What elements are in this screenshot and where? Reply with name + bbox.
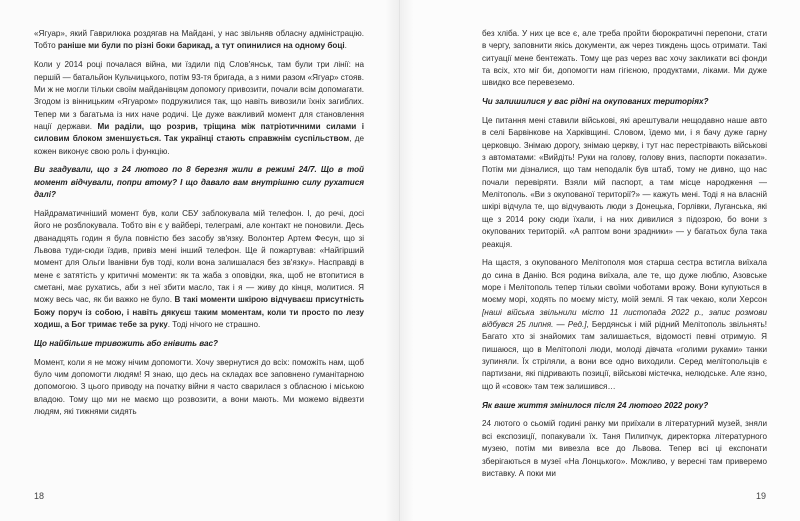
page-number: 19 <box>756 491 767 501</box>
right-page-text <box>482 28 767 487</box>
paragraph <box>34 28 364 53</box>
gutter-shadow <box>400 0 414 521</box>
paragraph: Момент, коли я не можу нічим допомогти. Хочу звернутися до всіх: поможіть нам, щоб було чим допомогти людям! Я знаю, що десь на складах все заповнено гуманітарною допомогою. З цього приводу на початку війни я часто сварилася з обласною і міською владою. Тому що ми не маємо що розвозити, а вони мають. Ми можемо відвезти людям, які тижнями сидять <box>34 357 364 417</box>
editor-note: [наші війська звільнили місто 11 листопада 2022 р., запис розмови відбувся 25 липня. — Ред.] <box>482 307 767 330</box>
interview-question: Чи залишилися у вас рідні на окупованих територіях? <box>482 97 709 107</box>
text-run: Коли у 2014 році почалася війна, ми їздили під Слов'янськ, там були три лінії: на першій — батальйон Кульчицького, потім 93-тя бригада, а з ними разом «Ягуар» стояв. Ми ж не могли тільки своїм майданівцям допомогу привозити, почали всім допомагати. Згодом із вінницьким «Ягуаром» подружилися так, що навіть вивозили їхніх загиблих. Тепер ми з багатьма із них наче родичі. Це дуже важливий момент для становлення нації держави. <box>34 60 364 131</box>
right-page <box>400 0 800 521</box>
text-run: . Тоді нічого не страшно. <box>167 320 261 330</box>
paragraph <box>482 257 767 393</box>
bold-run: Ми раділи, що розрив, тріщина між патріотичними силами і силовим блоком зменшується. Так українці стають справжнім суспільством <box>34 121 364 144</box>
interview-question: Ви згадували, що з 24 лютого по 8 березня жили в режимі 24/7. Що в той момент відчували, попри втому? І що давало вам внутрішню силу рухатися далі? <box>34 165 364 200</box>
text-run: «Ягуар», який Гаврилюка роздягав на Майдані, у нас звільняв обласну адміністрацію. Тобто <box>34 29 364 51</box>
text-run: . <box>344 41 347 51</box>
paragraph: Це питання мені ставили військові, які арештували нещодавно наше авто в селі Барвінкове на Харківщині. Словом, їдемо ми, і я бачу дуже гарну церковцю. Знімаю дорогу, знімаю церкву, і тут нас перестрівають військові з автоматами: «Вийдіть! Руки на голову, голову вниз, паспорти показати». Потім ми дізналися, що там неподалік був штаб, тому не дивно, що нас почали перевіряти. Взяли мій паспорт, а там місце народження — Мелітополь. «Ви з окупованої території?» — кажуть мені. Тоді я на власній шкірі відчула те, що відчувають люди з Донецька, Горлівки, Луганська, які ще з 2014 року сюди їхали, і на них дивилися з підозрою, бо вони з окупованих територій. «А раптом вони зрадники» — у багатьох була така реакція. <box>482 116 767 249</box>
left-page-text <box>34 28 364 425</box>
bold-run: раніше ми були по різні боки барикад, а тут опинилися на одному боці <box>57 41 345 51</box>
bold-run: В такі моменти шкірою відчуваєш присутність Божу поруч із собою, і навіть дякуєш таким моментам, коли ти просто по лезу ходиш, а Бог тримає тебе за руку <box>34 295 364 330</box>
paragraph: без хліба. У них це все є, але треба пройти бюрократичні перепони, стати в чергу, заповнити якісь документи, аж через тиждень щось отримати. Такі ситуації мене бентежать. Тому ще раз через вас хочу закликати всі фонди та всіх, хто міг би, допомогти нам гігієною, продуктами, ліками. Ми дуже швидко все перевеземо. <box>482 29 767 88</box>
interview-question: Як ваше життя змінилося після 24 лютого 2022 року? <box>482 400 709 410</box>
text-run: Найдраматичніший момент був, коли СБУ заблокувала мій телефон. І, до речі, досі його не розблокувала. Тобто він є у вайбері, телеграмі, але контакт не поновили. Десь дванадцять годин я була повністю без засобу зв'язку. Волонтер Артем Фесун, що зі Львова туди-сюди їздив, привіз мені інший телефон. Ще й пожартував: «Найгірший момент для Ольги Іванівни був тоді, коли вона залишалася без зв'язку». Насправді в мене є затятість у критичні моменти: як та жаба з оповідки, яка, щоб не втопитися в сметані, має рухатись, аби з неї збити масло, так і я — живу до кінця, молитися. Я можу весь час, як би важко не було. <box>34 208 364 305</box>
gutter-shadow <box>385 0 399 521</box>
page-number: 18 <box>34 491 45 501</box>
text-run: , Бердянськ і мій рідний Мелітополь звільнять! Багато хто зі знайомих там залишається, відомості певні отримую. Я пишаюся, що в Мелітополі люди, молоді дівчата «голими руками» танки зупиняли. Їх стріляли, а вони все одно виходили. Серед мелітопольців є партизани, які підривають позиції, військові містечка, нелюдське. Але язно, що й «совок» там теж залишився… <box>482 320 767 391</box>
paragraph <box>34 59 364 158</box>
paragraph <box>34 208 364 331</box>
interview-question: Що найбільше тривожить або гнівить вас? <box>34 338 219 348</box>
text-run: , де кожен виконує свою роль і функцію. <box>34 134 365 156</box>
text-run: На щастя, з окупованого Мелітополя моя старша сестра встигла виїхала до сина в Данію. Вся родина виїхала, але те, що дуже люблю, Азовське море і Мелітополь тепер тільки своїми чоботами врожу. Вони купуються в моєму морі, ходять по моєму місту, моїй землі. Я так чекаю, коли Херсон <box>482 258 767 305</box>
paragraph: 24 лютого о сьомій годині ранку ми приїхали в літературний музей, зняли всі експозиції, попакували їх. Таня Пилипчук, директорка літературного музею, потім ми вивезла все до Львова. Тепер всі ці експонати зберігаються в музеї «На Лонцького». Можливо, у вересні там приверемо виставку. А поки ми <box>482 419 767 478</box>
